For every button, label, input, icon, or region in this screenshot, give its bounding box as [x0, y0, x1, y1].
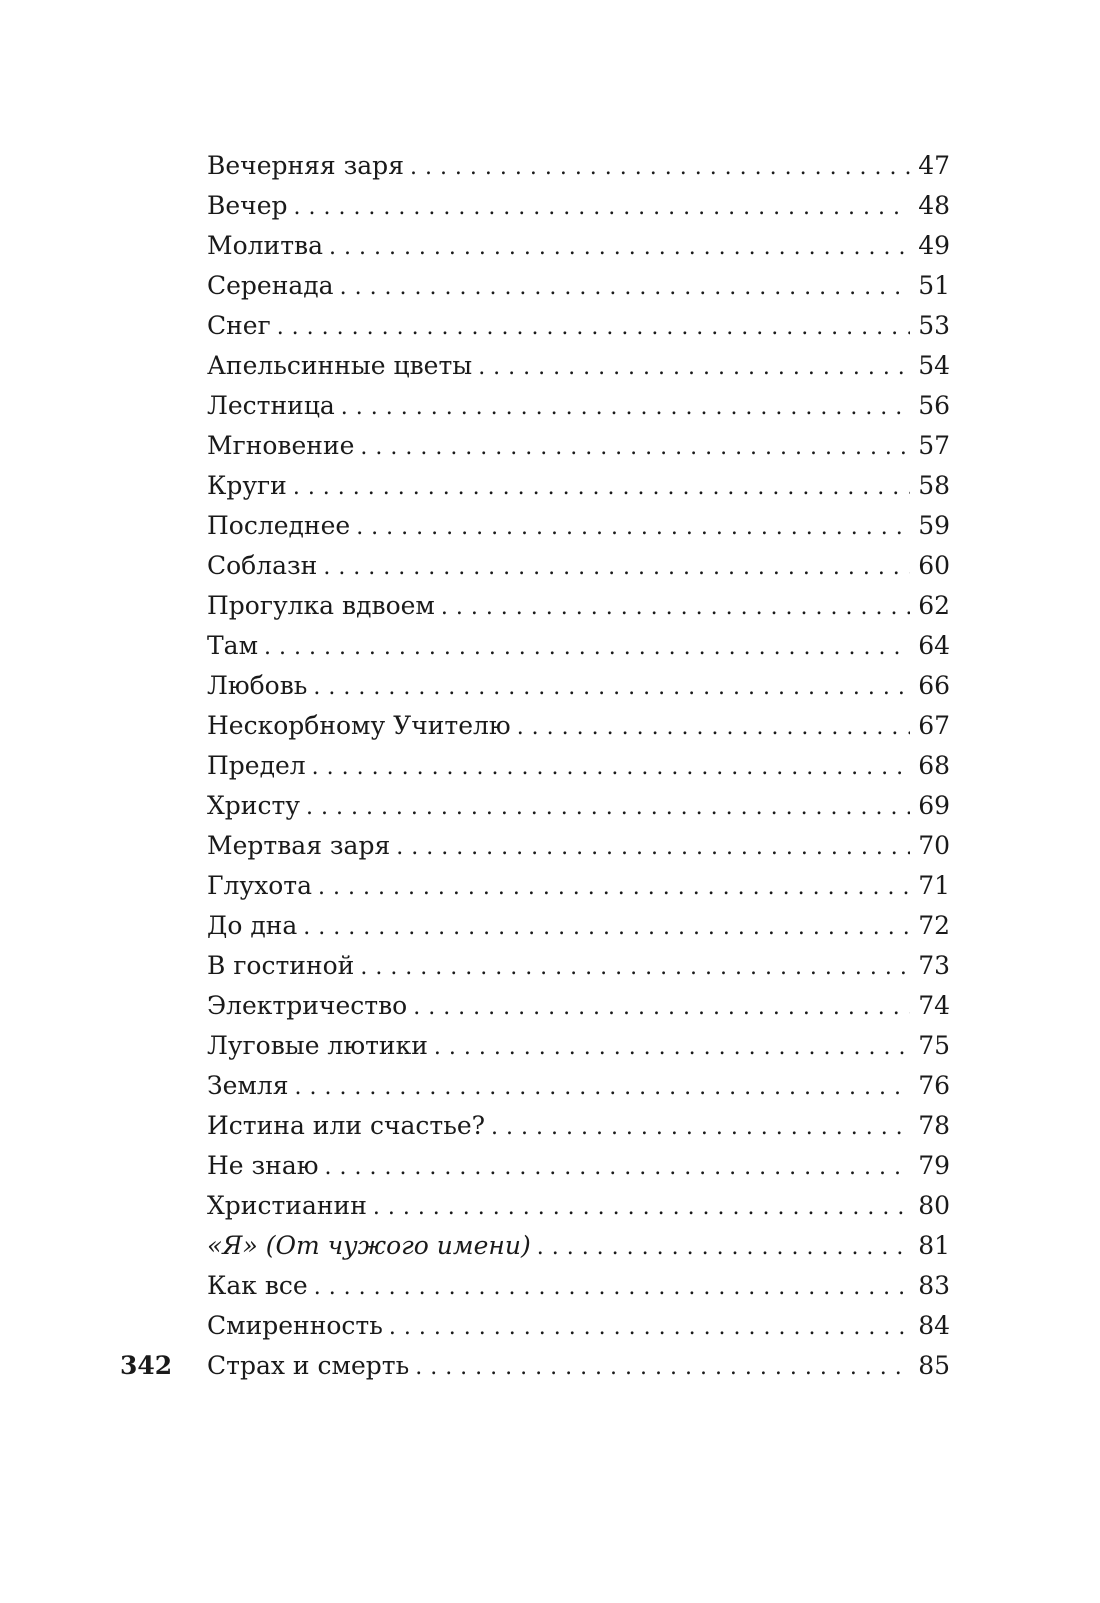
toc-entry-title: Нескорбному Учителю — [207, 711, 511, 740]
toc-entry — [207, 1346, 950, 1386]
dot-leader — [314, 1268, 910, 1308]
dot-leader — [415, 1348, 910, 1388]
toc-entry-title: Прогулка вдвоем — [207, 591, 435, 620]
toc-entry-page: 53 — [918, 311, 950, 340]
toc-entry-page: 78 — [918, 1111, 950, 1140]
dot-leader — [356, 508, 910, 548]
toc-entry-title: Серенада — [207, 271, 334, 300]
toc-entry-page: 60 — [918, 551, 950, 580]
toc-entry-page: 62 — [918, 591, 950, 620]
dot-leader — [441, 588, 910, 628]
toc-entry-title: Глухота — [207, 871, 313, 900]
dot-leader — [389, 1308, 910, 1348]
toc-entry-page: 67 — [918, 711, 950, 740]
toc-entry-title: Молитва — [207, 231, 324, 260]
toc-entry-page: 59 — [918, 511, 950, 540]
dot-leader — [340, 268, 910, 308]
toc-entry-page: 76 — [918, 1071, 950, 1100]
toc-entry-title: Луговые лютики — [207, 1031, 428, 1060]
dot-leader — [478, 348, 910, 388]
toc-entry — [207, 1146, 950, 1186]
toc-entry-page: 48 — [918, 191, 950, 220]
toc-entry-title: Смиренность — [207, 1311, 383, 1340]
toc-entry — [207, 346, 950, 386]
toc-entry-page: 69 — [918, 791, 950, 820]
toc-entry-title: Вечер — [207, 191, 288, 220]
toc-entry-title: Предел — [207, 751, 306, 780]
toc-entry — [207, 546, 950, 586]
toc-entry-page: 54 — [918, 351, 950, 380]
toc-entry-title: Снег — [207, 311, 271, 340]
toc-entry-page: 47 — [918, 151, 950, 180]
toc-entry-page: 56 — [918, 391, 950, 420]
toc-entry-page: 73 — [918, 951, 950, 980]
toc-entry-page: 85 — [918, 1351, 950, 1380]
dot-leader — [360, 428, 910, 468]
dot-leader — [277, 308, 910, 348]
dot-leader — [323, 548, 910, 588]
dot-leader — [313, 668, 910, 708]
dot-leader — [413, 988, 910, 1028]
toc-entry-title: Земля — [207, 1071, 289, 1100]
toc-entry — [207, 826, 950, 866]
toc-entry-title: Страх и смерть — [207, 1351, 410, 1380]
toc-entry — [207, 146, 950, 186]
toc-entry — [207, 986, 950, 1026]
toc-entry-title: Соблазн — [207, 551, 318, 580]
toc-entry — [207, 186, 950, 226]
toc-entry-page: 79 — [918, 1151, 950, 1180]
toc-entry-title: Лестница — [207, 391, 335, 420]
toc-entry — [207, 706, 950, 746]
dot-leader — [434, 1028, 910, 1068]
toc-entry-page: 84 — [918, 1311, 950, 1340]
table-of-contents — [207, 146, 950, 1386]
dot-leader — [264, 628, 910, 668]
toc-entry-page: 71 — [918, 871, 950, 900]
dot-leader — [318, 868, 910, 908]
toc-entry-page: 75 — [918, 1031, 950, 1060]
toc-entry-title: В гостиной — [207, 951, 355, 980]
toc-entry — [207, 946, 950, 986]
toc-entry-page: 64 — [918, 631, 950, 660]
dot-leader — [294, 1068, 910, 1108]
toc-entry — [207, 1026, 950, 1066]
toc-entry — [207, 1186, 950, 1226]
toc-entry-page: 81 — [918, 1231, 950, 1260]
toc-entry-title: Мгновение — [207, 431, 355, 460]
toc-entry-title: Любовь — [207, 671, 308, 700]
dot-leader — [312, 748, 910, 788]
toc-entry — [207, 306, 950, 346]
toc-entry — [207, 1266, 950, 1306]
dot-leader — [537, 1228, 910, 1268]
dot-leader — [410, 148, 910, 188]
dot-leader — [303, 908, 910, 948]
dot-leader — [329, 228, 910, 268]
toc-entry-title: Как все — [207, 1271, 308, 1300]
toc-entry-page: 49 — [918, 231, 950, 260]
toc-entry — [207, 506, 950, 546]
toc-entry — [207, 626, 950, 666]
toc-entry-page: 74 — [918, 991, 950, 1020]
dot-leader — [517, 708, 910, 748]
toc-entry-title: Апельсинные цветы — [207, 351, 473, 380]
toc-entry — [207, 466, 950, 506]
dot-leader — [360, 948, 910, 988]
toc-entry-title: Круги — [207, 471, 287, 500]
dot-leader — [306, 788, 910, 828]
toc-entry — [207, 746, 950, 786]
dot-leader — [341, 388, 910, 428]
toc-entry-title: Там — [207, 631, 259, 660]
toc-entry-page: 72 — [918, 911, 950, 940]
toc-entry-page: 66 — [918, 671, 950, 700]
dot-leader — [294, 188, 911, 228]
toc-entry — [207, 426, 950, 466]
toc-entry-title: Истина или счастье? — [207, 1111, 486, 1140]
toc-entry-title: Христу — [207, 791, 301, 820]
dot-leader — [293, 468, 910, 508]
toc-entry — [207, 1306, 950, 1346]
toc-entry-page: 68 — [918, 751, 950, 780]
toc-entry-title: Не знаю — [207, 1151, 319, 1180]
toc-entry-page: 83 — [918, 1271, 950, 1300]
toc-entry-title: Мертвая заря — [207, 831, 391, 860]
toc-entry-title: До дна — [207, 911, 298, 940]
dot-leader — [325, 1148, 910, 1188]
toc-entry — [207, 866, 950, 906]
toc-entry-title: «Я» (От чужого имени) — [207, 1231, 531, 1260]
dot-leader — [491, 1108, 910, 1148]
toc-entry — [207, 906, 950, 946]
toc-entry-page: 80 — [918, 1191, 950, 1220]
toc-entry-title: Вечерняя заря — [207, 151, 404, 180]
toc-entry-page: 57 — [918, 431, 950, 460]
toc-entry — [207, 666, 950, 706]
toc-entry — [207, 786, 950, 826]
toc-entry-title: Христианин — [207, 1191, 367, 1220]
toc-entry-page: 51 — [918, 271, 950, 300]
toc-entry-page: 58 — [918, 471, 950, 500]
toc-entry — [207, 226, 950, 266]
toc-entry — [207, 1066, 950, 1106]
toc-entry-title: Электричество — [207, 991, 408, 1020]
toc-entry — [207, 266, 950, 306]
toc-entry — [207, 1226, 950, 1266]
toc-entry — [207, 386, 950, 426]
dot-leader — [373, 1188, 910, 1228]
toc-entry — [207, 586, 950, 626]
toc-entry — [207, 1106, 950, 1146]
dot-leader — [396, 828, 910, 868]
page-number: 342 — [120, 1351, 173, 1380]
toc-entry-title: Последнее — [207, 511, 351, 540]
toc-entry-page: 70 — [918, 831, 950, 860]
